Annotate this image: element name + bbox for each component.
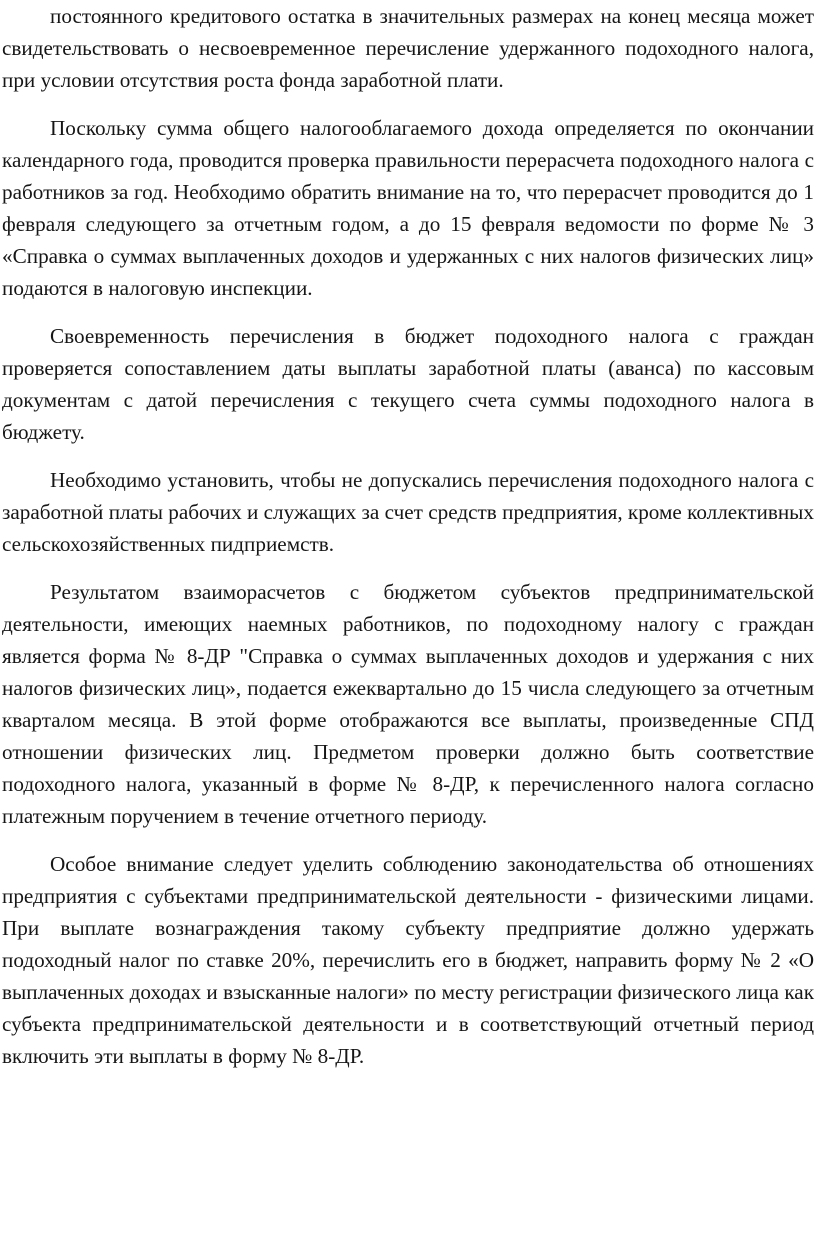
paragraph-5: Результатом взаиморасчетов с бюджетом субъектов предпринимательской деятельности, имеющих наемных работников, по подоходному налогу с граждан является форма № 8-ДР "Справка о суммах выплаченных доходов и удержания с них налогов физических лиц», подается ежеквартально до 15 числа следующего за отчетным кварталом месяца. В этой форме отображаются все выплаты, произведенные СПД отношении физических лиц. Предметом проверки должно быть соответствие подоходного налога, указанный в форме № 8-ДР, к перечисленного налога согласно платежным поручением в течение отчетного периоду. — [2, 580, 814, 828]
paragraph-4: Необходимо установить, чтобы не допускались перечисления подоходного налога с заработной платы рабочих и служащих за счет средств предприятия, кроме коллективных сельскохозяйственных пидприемств. — [2, 468, 814, 556]
paragraph-1: постоянного кредитового остатка в значительных размерах на конец месяца может свидетельствовать о несвоевременное перечисление удержанного подоходного налога, при условии отсутствия роста фонда заработной плати. — [2, 4, 814, 92]
paragraph-2: Поскольку сумма общего налогооблагаемого дохода определяется по окончании календарного года, проводится проверка правильности перерасчета подоходного налога с работников за год. Необходимо обратить внимание на то, что перерасчет проводится до 1 февраля следующего за отчетным годом, а до 15 февраля ведомости по форме № 3 «Справка о суммах выплаченных доходов и удержанных с них налогов физических лиц» подаются в налоговую инспекции. — [2, 116, 814, 300]
paragraph-3: Своевременность перечисления в бюджет подоходного налога с граждан проверяется сопоставлением даты выплаты заработной платы (аванса) по кассовым документам с датой перечисления с текущего счета суммы подоходного налога в бюджету. — [2, 324, 814, 444]
paragraph-6: Особое внимание следует уделить соблюдению законодательства об отношениях предприятия с субъектами предпринимательской деятельности - физическими лицами. При выплате вознаграждения такому субъекту предприятие должно удержать подоходный налог по ставке 20%, перечислить его в бюджет, направить форму № 2 «О выплаченных доходах и взысканные налоги» по месту регистрации физического лица как субъекта предпринимательской деятельности и в соответствующий отчетный период включить эти выплаты в форму № 8-ДР. — [2, 852, 814, 1068]
